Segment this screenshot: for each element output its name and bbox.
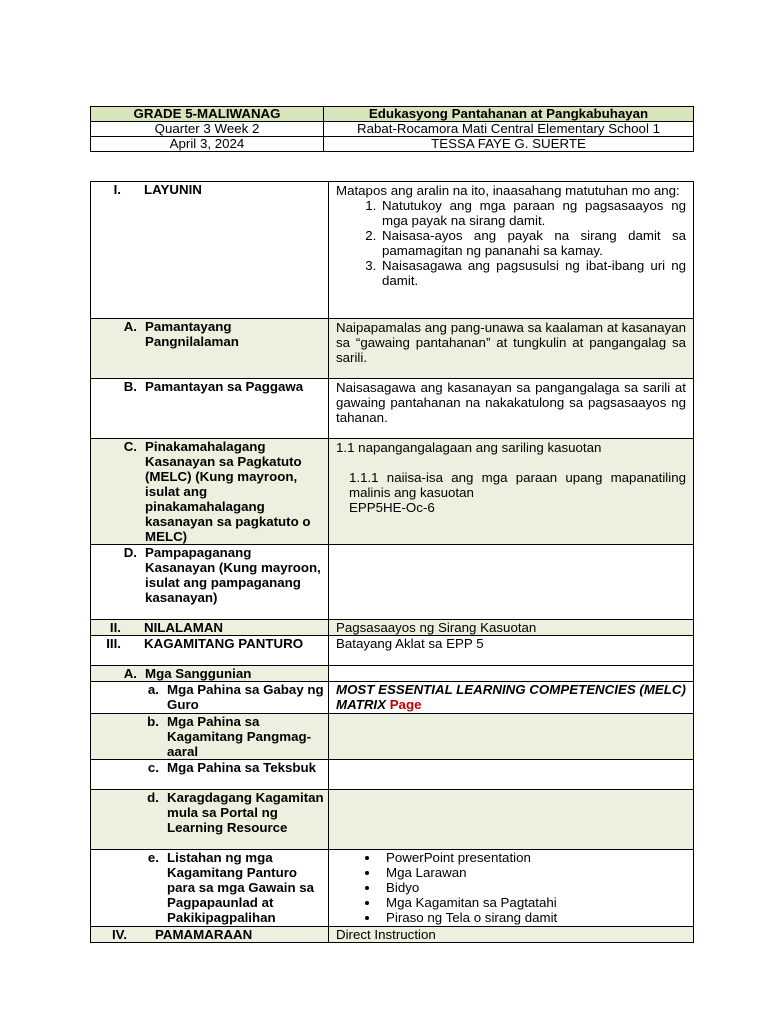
row-number: II. xyxy=(109,620,121,635)
row-number: c. xyxy=(147,760,159,775)
table-row-pamantayan-sa-paggawa xyxy=(91,379,694,439)
row-label-text: Pamantayang Pangnilalaman xyxy=(145,319,239,349)
row-number: IV. xyxy=(111,927,127,942)
list-item: • PowerPoint presentation xyxy=(380,850,686,865)
listahan-content xyxy=(329,850,694,927)
row-label-text: Pampapaganang Kasanayan (Kung mayroon, isulat ang pampaganang kasanayan) xyxy=(145,545,321,605)
table-row-kagamitang-panturo xyxy=(91,636,694,666)
row-number: A. xyxy=(123,666,137,681)
subject-title: Edukasyong Pantahanan at Pangkabuhayan xyxy=(324,107,694,122)
teksbuk-content xyxy=(329,760,694,790)
kagamitang-panturo-text: Batayang Aklat sa EPP 5 xyxy=(329,636,694,666)
table-row-layunin xyxy=(91,182,694,319)
lesson-date: April 3, 2024 xyxy=(91,137,324,152)
page-link[interactable]: Page xyxy=(389,697,422,712)
melc-code: EPP5HE-Oc-6 xyxy=(349,500,435,515)
row-label xyxy=(91,439,329,545)
table-row-pampapaganang xyxy=(91,545,694,620)
school-name: Rabat-Rocamora Mati Central Elementary School 1 xyxy=(324,122,694,137)
header-row xyxy=(91,107,694,122)
row-number: A. xyxy=(123,319,137,334)
pampapaganang-content xyxy=(329,545,694,620)
row-label xyxy=(91,620,329,636)
table-row-pamamaraan xyxy=(91,927,694,943)
quarter-week: Quarter 3 Week 2 xyxy=(91,122,324,137)
list-item: 3. Naisasagawa ang pagsusulsi ng ibat-ibang uri ng damit. xyxy=(380,258,686,288)
teacher-name: TESSA FAYE G. SUERTE xyxy=(324,137,694,152)
row-label xyxy=(91,379,329,439)
list-item: 1. Natutukoy ang mga paraan ng pagsasaayos ng mga payak na sirang damit. xyxy=(380,198,686,228)
pamantayang-pangnilalaman-text: Naipapamalas ang pang-unawa sa kaalaman at kasanayan sa “gawaing pantahanan” at tungkulin at pangangalag sa sarili. xyxy=(329,319,694,379)
row-label-text: KAGAMITANG PANTURO xyxy=(144,636,304,651)
header-row xyxy=(91,137,694,152)
row-label-text: Pinakamahalagang Kasanayan sa Pagkatuto (MELC) (Kung mayroon, isulat ang pinakamahalagang kasanayan sa pagkatuto o MELC) xyxy=(145,439,311,544)
row-label xyxy=(91,790,329,850)
row-label xyxy=(91,636,329,666)
materials-list xyxy=(336,850,686,925)
row-label xyxy=(91,545,329,620)
layunin-list xyxy=(336,198,686,288)
melc-content xyxy=(329,439,694,545)
header-table xyxy=(90,106,694,152)
row-label xyxy=(91,927,329,943)
header-row xyxy=(91,122,694,137)
row-number: d. xyxy=(147,790,159,805)
gabay-ng-guro-content xyxy=(329,682,694,714)
row-label xyxy=(91,850,329,927)
row-number: b. xyxy=(147,714,159,729)
row-label xyxy=(91,319,329,379)
layunin-content xyxy=(329,182,694,319)
list-item: • Mga Larawan xyxy=(380,865,686,880)
row-label-text: Mga Sanggunian xyxy=(145,666,252,681)
list-item: • Bidyo xyxy=(380,880,686,895)
table-row-karagdagang-kagamitan xyxy=(91,790,694,850)
row-label xyxy=(91,714,329,760)
list-item: 2. Naisasa-ayos ang payak na sirang damit sa pamamagitan ng pananahi sa kamay. xyxy=(380,228,686,258)
row-number: B. xyxy=(123,379,137,394)
row-number: D. xyxy=(123,545,137,560)
row-number: C. xyxy=(123,439,137,454)
row-label-text: NILALAMAN xyxy=(144,620,224,635)
melc-sub-competency: 1.1.1 naiisa-isa ang mga paraan upang mapanatiling malinis ang kasuotan xyxy=(349,470,686,500)
row-number: III. xyxy=(106,636,121,651)
table-row-teksbuk xyxy=(91,760,694,790)
row-label-text: Listahan ng mga Kagamitang Panturo para sa mga Gawain sa Pagpapaunlad at Pakikipagpalihan xyxy=(167,850,315,925)
row-label-text: LAYUNIN xyxy=(144,182,202,197)
row-label-text: PAMAMARAAN xyxy=(155,927,253,942)
row-number: I. xyxy=(113,182,121,197)
table-row-listahan xyxy=(91,850,694,927)
pamamaraan-text: Direct Instruction xyxy=(329,927,694,943)
table-row-kagamitang-pangmag-aaral xyxy=(91,714,694,760)
table-row-mga-sanggunian xyxy=(91,666,694,682)
melc-matrix-title: MOST ESSENTIAL LEARNING COMPETENCIES (MELC) MATRIX xyxy=(336,682,686,712)
row-label xyxy=(91,182,329,319)
row-label-text: Mga Pahina sa Gabay ng Guro xyxy=(167,682,324,712)
table-row-melc xyxy=(91,439,694,545)
table-row-gabay-ng-guro xyxy=(91,682,694,714)
table-row-nilalaman xyxy=(91,620,694,636)
melc-competency: 1.1 napangangalagaan ang sariling kasuotan xyxy=(336,440,602,455)
row-number: a. xyxy=(147,682,159,697)
row-label-text: Mga Pahina sa Kagamitang Pangmag-aaral xyxy=(167,714,312,759)
nilalaman-text: Pagsasaayos ng Sirang Kasuotan xyxy=(329,620,694,636)
row-number: e. xyxy=(147,850,159,865)
mga-sanggunian-content xyxy=(329,666,694,682)
row-label xyxy=(91,682,329,714)
list-item: • Mga Kagamitan sa Pagtatahi xyxy=(380,895,686,910)
grade-section: GRADE 5-MALIWANAG xyxy=(91,107,324,122)
pamantayan-sa-paggawa-text: Naisasagawa ang kasanayan sa pangangalaga sa sarili at gawaing pantahanan na nakakatulong sa pagsasaayos ng tahanan. xyxy=(329,379,694,439)
row-label-text: Mga Pahina sa Teksbuk xyxy=(167,760,317,775)
kagamitang-pangmag-aaral-content xyxy=(329,714,694,760)
row-label-text: Pamantayan sa Paggawa xyxy=(145,379,304,394)
row-label-text: Karagdagang Kagamitan mula sa Portal ng Learning Resource xyxy=(167,790,324,835)
row-label xyxy=(91,760,329,790)
karagdagang-content xyxy=(329,790,694,850)
row-label xyxy=(91,666,329,682)
layunin-intro: Matapos ang aralin na ito, inaasahang matutuhan mo ang: xyxy=(336,183,680,198)
table-row-pamantayang-pangnilalaman xyxy=(91,319,694,379)
list-item: • Piraso ng Tela o sirang damit xyxy=(380,910,686,925)
lesson-plan-table xyxy=(90,181,694,943)
